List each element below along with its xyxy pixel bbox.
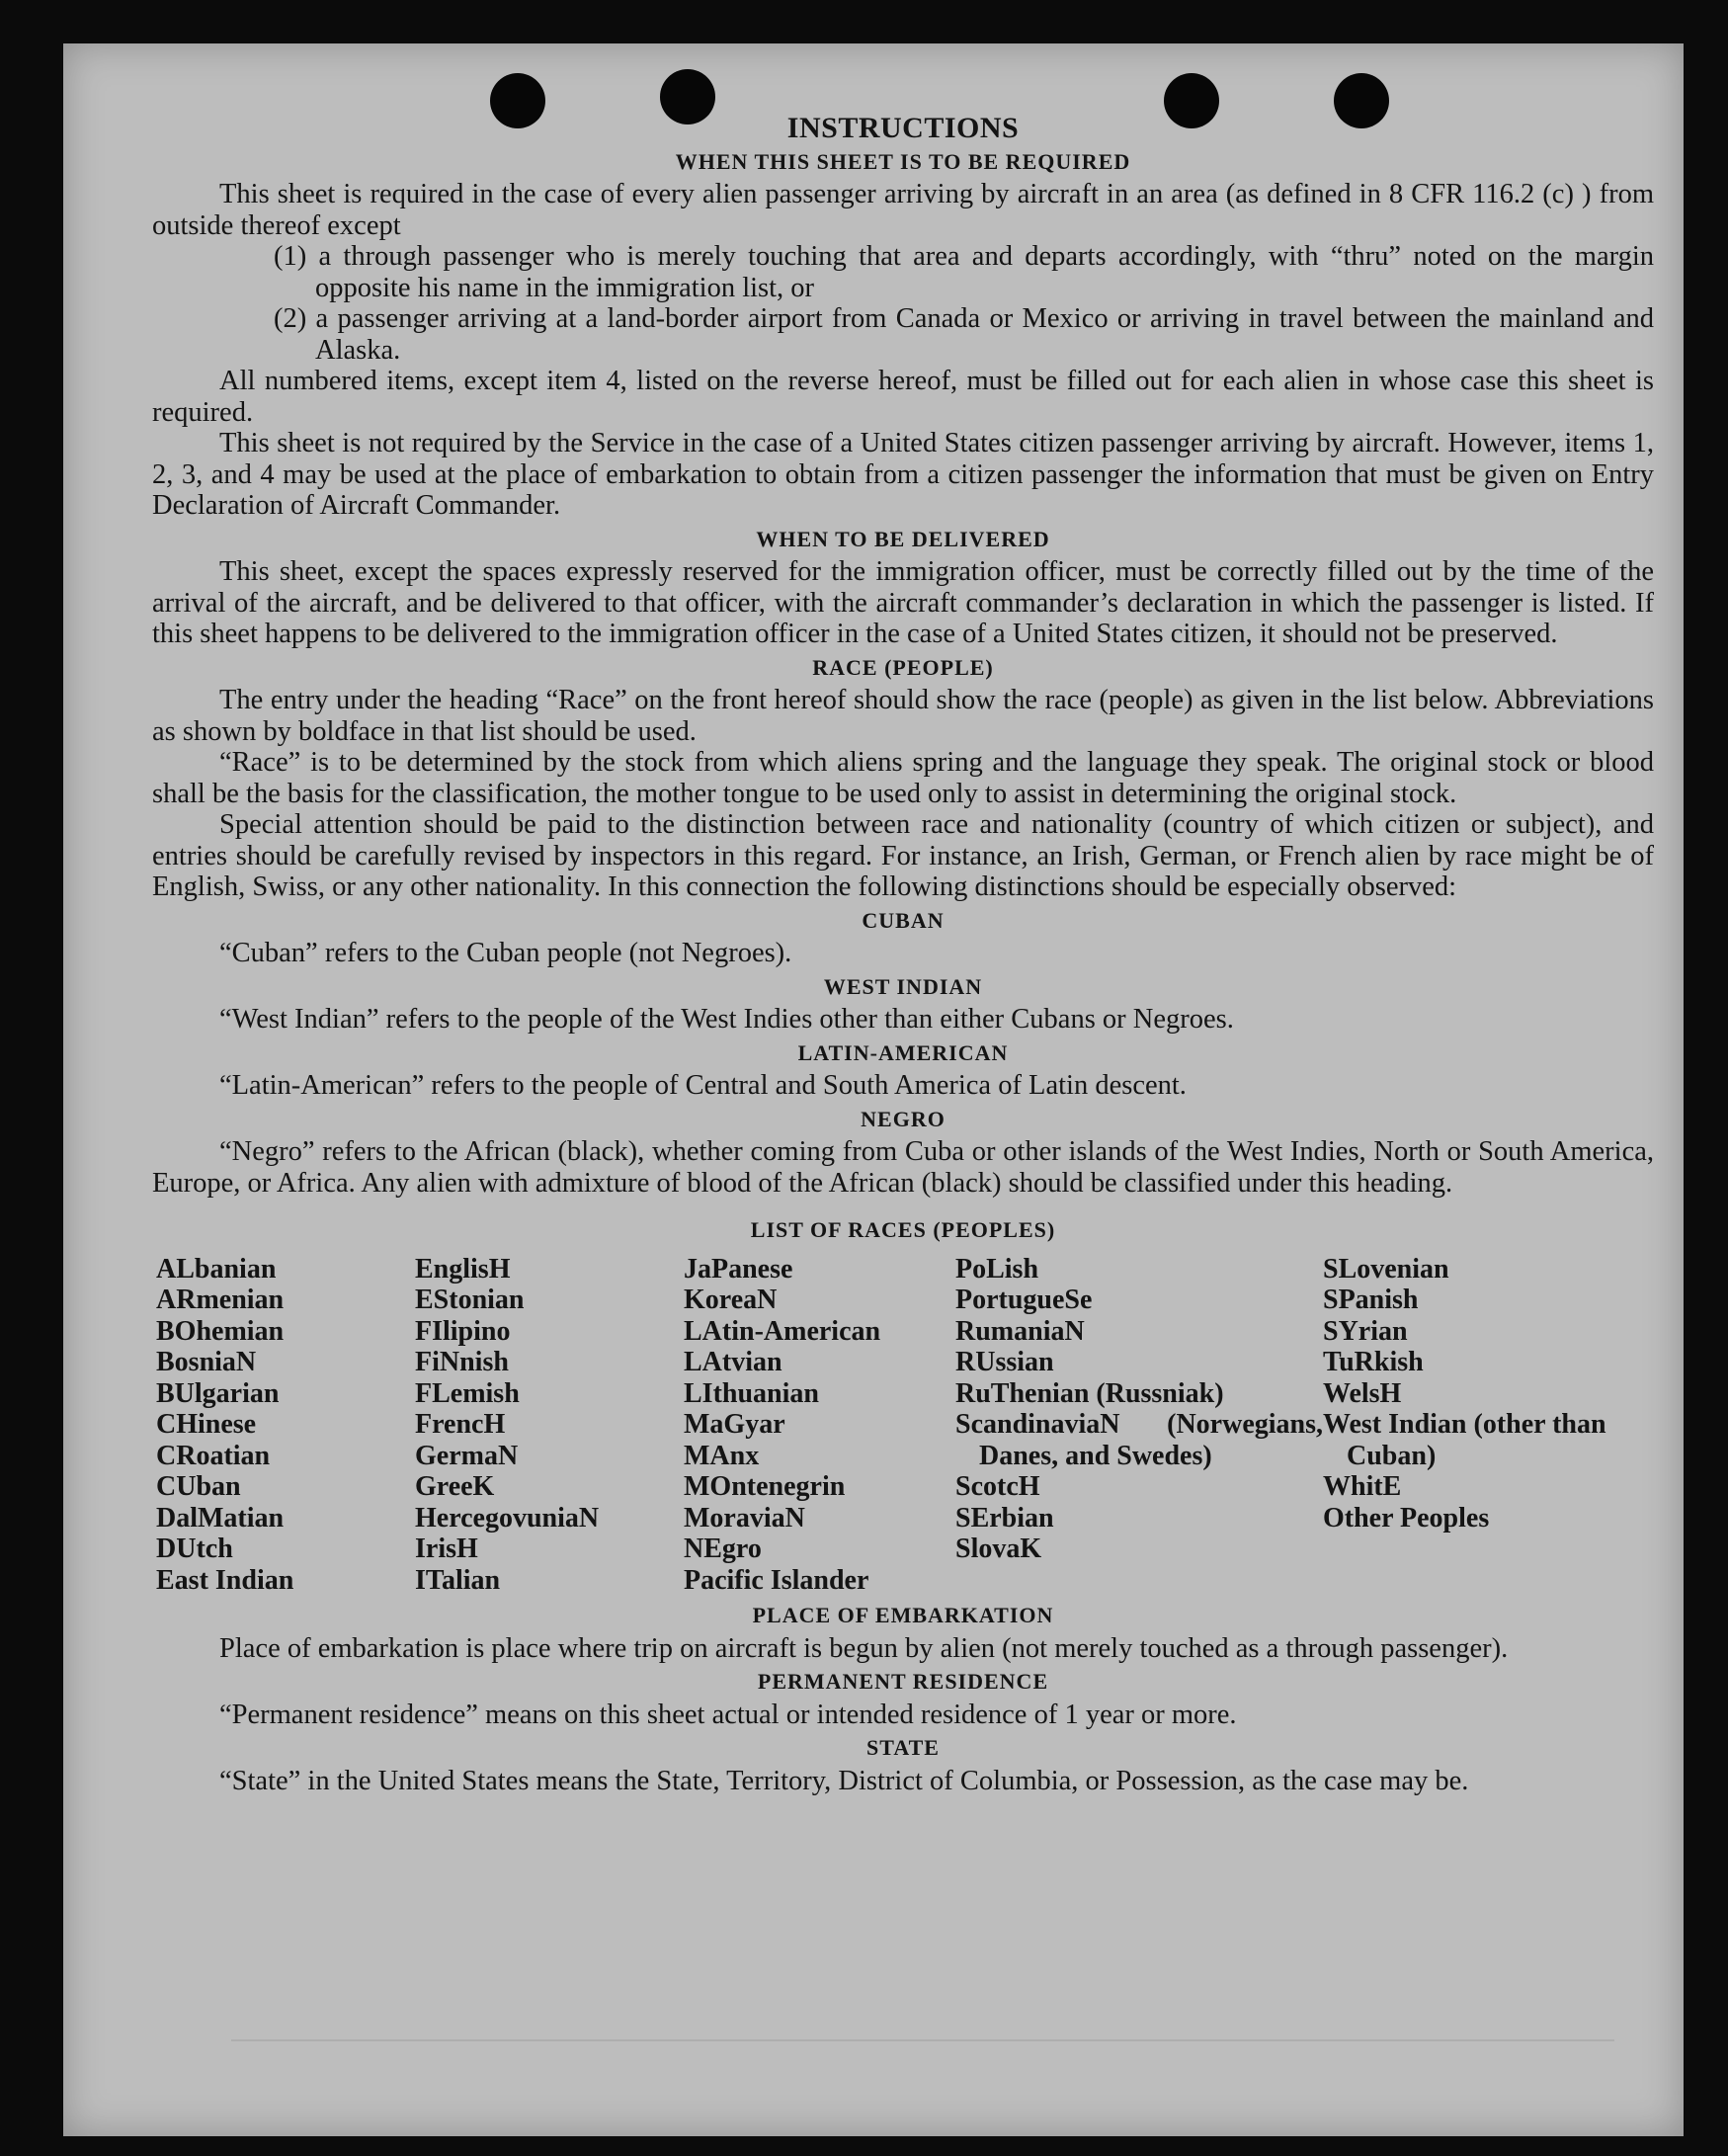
list-item: (2) a passenger arriving at a land-border airport from Canada or Mexico or arriving in travel between the mainland and Alaska. [274, 303, 1654, 366]
section-heading-embarkation: PLACE OF EMBARKATION [752, 1603, 1054, 1627]
race-item: FIlipino [415, 1315, 511, 1347]
race-item: PortugueSe [955, 1285, 1093, 1315]
race-item: East Indian [156, 1564, 294, 1596]
races-column-5 [1323, 1254, 1619, 1597]
paragraph: “Race” is to be determined by the stock from which aliens spring and the language they speak. The original stock or blood shall be the basis for the classification, the mother tongue to be used only to assist in determining the original stock. [152, 747, 1654, 809]
race-item: FrencH [415, 1409, 506, 1440]
section-heading-state: STATE [866, 1735, 940, 1760]
race-item: Other Peoples [1323, 1502, 1490, 1534]
paragraph: All numbered items, except item 4, listed on the reverse hereof, must be filled out for each alien in whose case this sheet is required. [152, 366, 1654, 428]
race-item: WelsH [1323, 1377, 1402, 1409]
race-item: DUtch [156, 1534, 233, 1564]
race-item: LAtvian [684, 1347, 782, 1377]
race-item: IrisH [415, 1534, 478, 1564]
race-item: Pacific Islander [684, 1564, 869, 1596]
race-item: LIthuanian [684, 1377, 819, 1409]
race-item: West Indian (other than Cuban) [1323, 1409, 1606, 1471]
race-item: SPanish [1323, 1285, 1419, 1315]
faint-bleed-through [231, 2039, 1614, 2081]
section-heading-residence: PERMANENT RESIDENCE [757, 1669, 1049, 1694]
race-item: ScotcH [955, 1471, 1040, 1502]
race-item: EnglisH [415, 1253, 511, 1285]
paragraph: “Negro” refers to the African (black), whether coming from Cuba or other islands of the West Indies, North or South America, Europe, or Africa. Any alien with admixture of blood of the African (black) should be classified under this heading. [152, 1136, 1654, 1199]
race-item: ALbanian [156, 1253, 277, 1285]
race-item: GermaN [415, 1440, 519, 1471]
race-item: BOhemian [156, 1315, 285, 1347]
document-page [63, 43, 1684, 2136]
section-heading-cuban: CUBAN [862, 907, 945, 933]
instructions-content [152, 113, 1654, 1796]
race-item: HercegovuniaN [415, 1502, 600, 1534]
race-item: ARmenian [156, 1285, 285, 1315]
race-item: TuRkish [1323, 1347, 1424, 1377]
race-item: RumaniaN [955, 1315, 1085, 1347]
race-item: CHinese [156, 1409, 257, 1440]
race-item: RuThenian (Russniak) [955, 1377, 1224, 1409]
paragraph: Special attention should be paid to the distinction between race and nationality (country of which citizen or subject), and entries should be carefully revised by inspectors in this regard. For instance, an Irish, German, or French alien by race might be of English, Swiss, or any other nationality. In this connection the following distinctions should be especially observed: [152, 809, 1654, 902]
paragraph: “State” in the United States means the State, Territory, District of Columbia, or Possession, as the case may be. [219, 1765, 1469, 1796]
race-item: JaPanese [684, 1253, 793, 1285]
race-item: FLemish [415, 1377, 520, 1409]
race-item: SlovaK [955, 1534, 1042, 1564]
paragraph: Place of embarkation is place where trip on aircraft is begun by alien (not merely touched as a through passenger). [219, 1632, 1509, 1664]
race-item: MOntenegrin [684, 1471, 846, 1502]
race-item: KoreaN [684, 1285, 778, 1315]
list-item: (1) a through passenger who is merely touching that area and departs accordingly, with “thru” noted on the margin opposite his name in the immigration list, or [274, 241, 1654, 303]
race-item: EStonian [415, 1285, 525, 1315]
section-heading-latin-american: LATIN-AMERICAN [797, 1039, 1009, 1065]
paragraph: This sheet is not required by the Service in the case of a United States citizen passenger arriving by aircraft. However, items 1, 2, 3, and 4 may be used at the place of embarkation to obtain from a citizen passenger the information that must be given on Entry Declaration of Aircraft Commander. [152, 428, 1654, 521]
race-item: ScandinaviaN (Norwegians, Danes, and Swedes) [955, 1409, 1323, 1471]
race-item: MoraviaN [684, 1502, 805, 1534]
paragraph: The entry under the heading “Race” on the front hereof should show the race (people) as given in the list below. Abbreviations as shown by boldface in that list should be used. [152, 685, 1654, 747]
races-column-1 [156, 1254, 415, 1597]
section-heading-delivered: WHEN TO BE DELIVERED [756, 526, 1050, 551]
race-item: MaGyar [684, 1409, 785, 1440]
race-item: ITalian [415, 1564, 501, 1596]
race-item: GreeK [415, 1471, 495, 1502]
races-column-3 [684, 1254, 955, 1597]
paragraph: “Permanent residence” means on this sheet actual or intended residence of 1 year or more. [219, 1699, 1237, 1730]
races-column-4 [955, 1254, 1323, 1597]
section-heading-race: RACE (PEOPLE) [812, 654, 994, 680]
race-item: MAnx [684, 1440, 760, 1471]
race-item: PoLish [955, 1253, 1039, 1285]
race-item: LAtin-American [684, 1315, 881, 1347]
paragraph: “West Indian” refers to the people of the West Indies other than either Cubans or Negroes. [219, 1004, 1234, 1035]
section-heading-west-indian: WEST INDIAN [823, 973, 983, 999]
section-heading-list-of-races: LIST OF RACES (PEOPLES) [750, 1217, 1056, 1242]
paragraph: This sheet is required in the case of every alien passenger arriving by aircraft in an area (as defined in 8 CFR 116.2 (c) ) from outside thereof except [152, 179, 1654, 241]
races-column-2 [415, 1254, 684, 1597]
paragraph: “Latin-American” refers to the people of Central and South America of Latin descent. [219, 1070, 1187, 1101]
race-item: BosniaN [156, 1347, 257, 1377]
race-item: FiNnish [415, 1347, 509, 1377]
race-item: DalMatian [156, 1502, 285, 1534]
section-heading-required: WHEN THIS SHEET IS TO BE REQUIRED [675, 148, 1131, 174]
race-item: BUlgarian [156, 1377, 280, 1409]
paragraph: This sheet, except the spaces expressly reserved for the immigration officer, must be correctly filled out by the time of the arrival of the aircraft, and be delivered to that officer, with the aircraft commander’s declaration in which the passenger is listed. If this sheet happens to be delivered to the immigration officer in the case of a United States citizen, it should not be preserved. [152, 556, 1654, 649]
race-item: NEgro [684, 1534, 762, 1564]
race-item: CUban [156, 1471, 241, 1502]
race-item: SYrian [1323, 1315, 1408, 1347]
race-item: SLovenian [1323, 1253, 1449, 1285]
race-item: SErbian [955, 1502, 1054, 1534]
races-list [156, 1254, 1654, 1597]
page-title: INSTRUCTIONS [786, 112, 1020, 144]
race-item: CRoatian [156, 1440, 271, 1471]
race-item: RUssian [955, 1347, 1054, 1377]
section-heading-negro: NEGRO [861, 1106, 946, 1131]
race-item: WhitE [1323, 1471, 1402, 1502]
paragraph: “Cuban” refers to the Cuban people (not Negroes). [219, 938, 792, 968]
